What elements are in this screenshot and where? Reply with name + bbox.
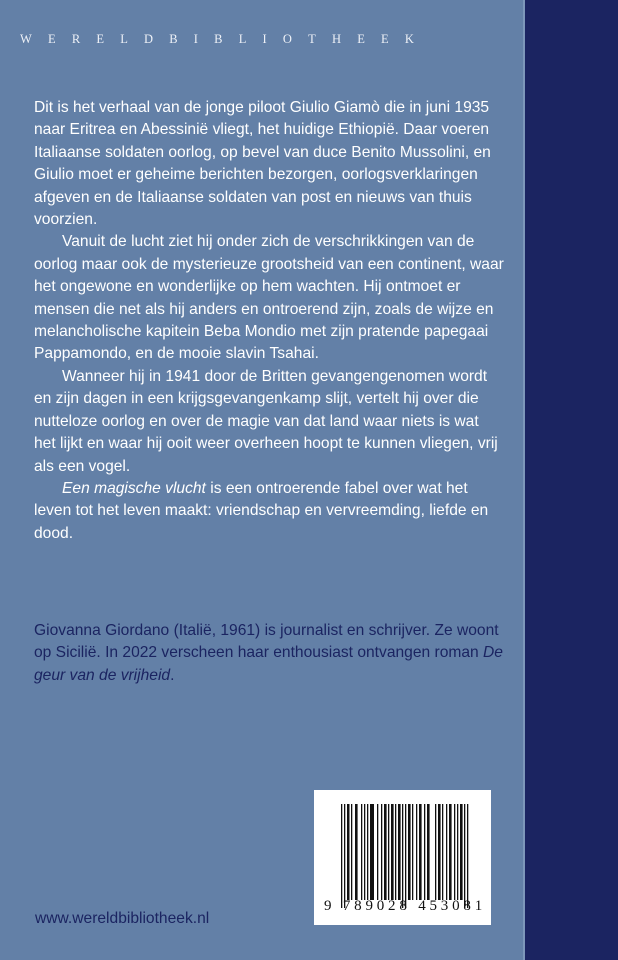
author-bio-end: .	[170, 666, 175, 684]
blurb-paragraph-2: Vanuit de lucht ziet hij onder zich de verschrikkingen van de oorlog maar ook de mysterieuze grootsheid van een continent, waar het ongewone en wonderlijke op hem wachten. Hij ontmoet er mensen die net als hij anders en ontroerend zijn, zoals de wijze en melancholische kapitein Beba Mondio met zijn pratende papegaai Pappamondo, en de mooie slavin Tsahai.	[34, 233, 504, 363]
blurb-paragraph-1: Dit is het verhaal van de jonge piloot Giulio Giamò die in juni 1935 naar Eritrea en Abessinië vliegt, het huidige Ethiopië. Daar voeren Italiaanse soldaten oorlog, op bevel van duce Benito Mussolini, en Giulio moet er geheime berichten bezorgen, oorlogsverklaringen afgeven en de Italiaanse soldaten van post en nieuws van thuis voorzien.	[34, 99, 491, 229]
publisher-website: www.wereldbibliotheek.nl	[35, 910, 210, 927]
author-bio-text: Giovanna Giordano (Italië, 1961) is journalist en schrijver. Ze woont op Sicilië. In 2022 verscheen haar enthousiast ontvangen roman	[34, 622, 499, 662]
book-spine	[525, 0, 618, 960]
author-bio	[34, 620, 504, 687]
previous-book-title: De geur van de vrijheid	[34, 644, 503, 684]
blurb-paragraph-4	[34, 478, 504, 545]
isbn-digits: 9 789028 453081	[324, 898, 486, 914]
blurb-closing-text: is een ontroerende fabel over wat het leven tot het leven maakt: vriendschap en vervreemding, liefde en dood.	[34, 479, 489, 542]
blurb	[34, 97, 504, 545]
isbn-barcode	[314, 790, 491, 925]
publisher-banner: WERELDBIBLIOTHEEK	[20, 32, 431, 46]
author-bio-paragraph	[34, 620, 504, 687]
blurb-paragraph-3: Wanneer hij in 1941 door de Britten gevangengenomen wordt en zijn dagen in een krijgsgevangenkamp slijt, vertelt hij over die nutteloze oorlog en over de magie van dat land waar niets is wat het lijkt en waar hij ooit weer overheen hoopt te kunnen vliegen, vrij als een vogel.	[34, 367, 498, 475]
book-title: Een magische vlucht	[62, 479, 206, 497]
